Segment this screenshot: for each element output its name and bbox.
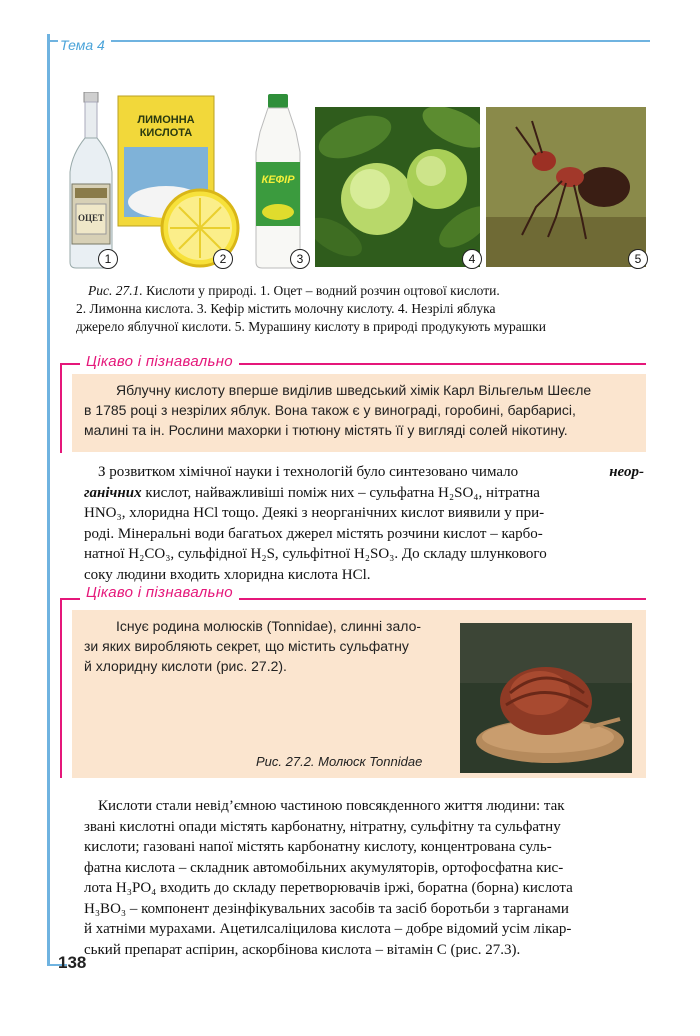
p1-term-part1: неор- [609, 464, 644, 480]
box2-line-3: й хлоридну кислоти (рис. 27.2). [84, 658, 287, 674]
kefir-bottle-photo [246, 92, 311, 270]
figure-27-2-caption: Рис. 27.2. Молюск Tonnidae [256, 754, 423, 769]
figure-number-5: 5 [628, 249, 648, 269]
caption-line-3: джерело яблучної кислоти. 5. Мурашину кислоту в природі продукують мурашки [76, 319, 546, 334]
p2-line-4: фатна кислота – складник автомобільних акумуляторів, ортофосфатна кис- [84, 859, 564, 876]
header-rule [47, 40, 650, 42]
theme-label: Тема 4 [58, 37, 111, 53]
p2-line-7: й хатніми мурахами. Ацетилсаліцилова кислота – добре відомий усім лікар- [84, 921, 572, 937]
box1-line-2: в 1785 році з незрілих яблук. Вона також є у винограді, горобині, барбарисі, [84, 402, 576, 418]
figure-number-3: 3 [290, 249, 310, 269]
box2-title: Цікаво і пізнавально [80, 584, 239, 601]
figure-number-1: 1 [98, 249, 118, 269]
page-number: 138 [58, 953, 87, 972]
paragraph-1 [84, 462, 644, 585]
paragraph-2 [84, 796, 644, 960]
p1-line-3: HNO₃, хлоридна HCl тощо. Деякі з неорганічних кислот виявили у при- [84, 505, 545, 521]
box1-line-3: малині та ін. Рослини махорки і тютюну містять її у вигляді солей нікотину. [84, 422, 568, 438]
citric-acid-pack-label: ЛИМОННА КИСЛОТА [137, 114, 195, 139]
vinegar-label: ОЦЕТ [77, 213, 104, 223]
p2-line-5: лота H₃PO₄ входить до складу перетворювачів іржі, боратна (борна) кислота [84, 880, 573, 896]
kefir-label: КЕФІР [261, 174, 295, 186]
p1-term-part2: ганічних [84, 484, 142, 501]
p1-line-2-text: кислот, найважливіші поміж них – сульфатна H₂SO₄, нітратна [145, 484, 540, 501]
figure-number-4: 4 [462, 249, 482, 269]
p2-line-8: ський препарат аспірин, аскорбінова кислота – вітамін С (рис. 27.3). [84, 941, 521, 958]
p2-line-1: Кислоти стали невід’ємною частиною повсякденного життя людини: так [98, 798, 565, 814]
tonnidae-mollusk-photo [460, 623, 632, 773]
caption-label: Рис. 27.1. [88, 283, 143, 298]
box2-left-rule [60, 598, 62, 778]
p1-line-6: соку людини входить хлоридна кислота HCl. [84, 566, 371, 583]
left-margin-rule [47, 34, 50, 964]
p1-line-2 [84, 483, 644, 504]
p2-line-6: H₃BO₃ – компонент дезінфікувальних засобів та засіб боротьби з тарганами [84, 900, 569, 917]
caption-line-1 [76, 282, 636, 300]
box2-line-2: зи яких виробляють секрет, що містить сульфатну [84, 638, 409, 654]
p1-line-1 [84, 462, 644, 483]
green-apples-photo [315, 107, 480, 267]
ant-photo [486, 107, 646, 267]
citric-acid-photo [114, 92, 242, 270]
p2-line-3: кислоти; газовані напої містять карбонатну кислоту, концентрована суль- [84, 839, 552, 855]
p1-line-4: роді. Мінеральні води багатьох джерел містять розчини кислот – карбо- [84, 525, 543, 542]
box2-line-1: Існує родина молюсків (Tonnidae), слинні зало- [116, 618, 422, 634]
p1-line-1-text: З розвитком хімічної науки і технологій було синтезовано чимало [98, 464, 519, 480]
box1-title: Цікаво і пізнавально [80, 353, 239, 370]
box1-line-1: Яблучну кислоту вперше виділив шведський хімік Карл Вільгельм Шеєле [116, 382, 592, 398]
figure-27-1-caption [76, 282, 636, 336]
box1-text [84, 380, 644, 440]
p2-line-2: звані кислотні опади містять карбонатну, нітратну, сульфітну та сульфатну [84, 818, 561, 835]
caption-text-1: Кислоти у природі. 1. Оцет – водний розчин оцтової кислоти. [146, 283, 500, 298]
figure-number-2: 2 [213, 249, 233, 269]
box2-text [84, 616, 444, 676]
p1-line-5: натної H₂CO₃, сульфідної H₂S, сульфітної H₂SO₃. До складу шлункового [84, 546, 547, 562]
caption-line-2: 2. Лимонна кислота. 3. Кефір містить молочну кислоту. 4. Незрілі яблука [76, 301, 496, 316]
box1-left-rule [60, 363, 62, 453]
